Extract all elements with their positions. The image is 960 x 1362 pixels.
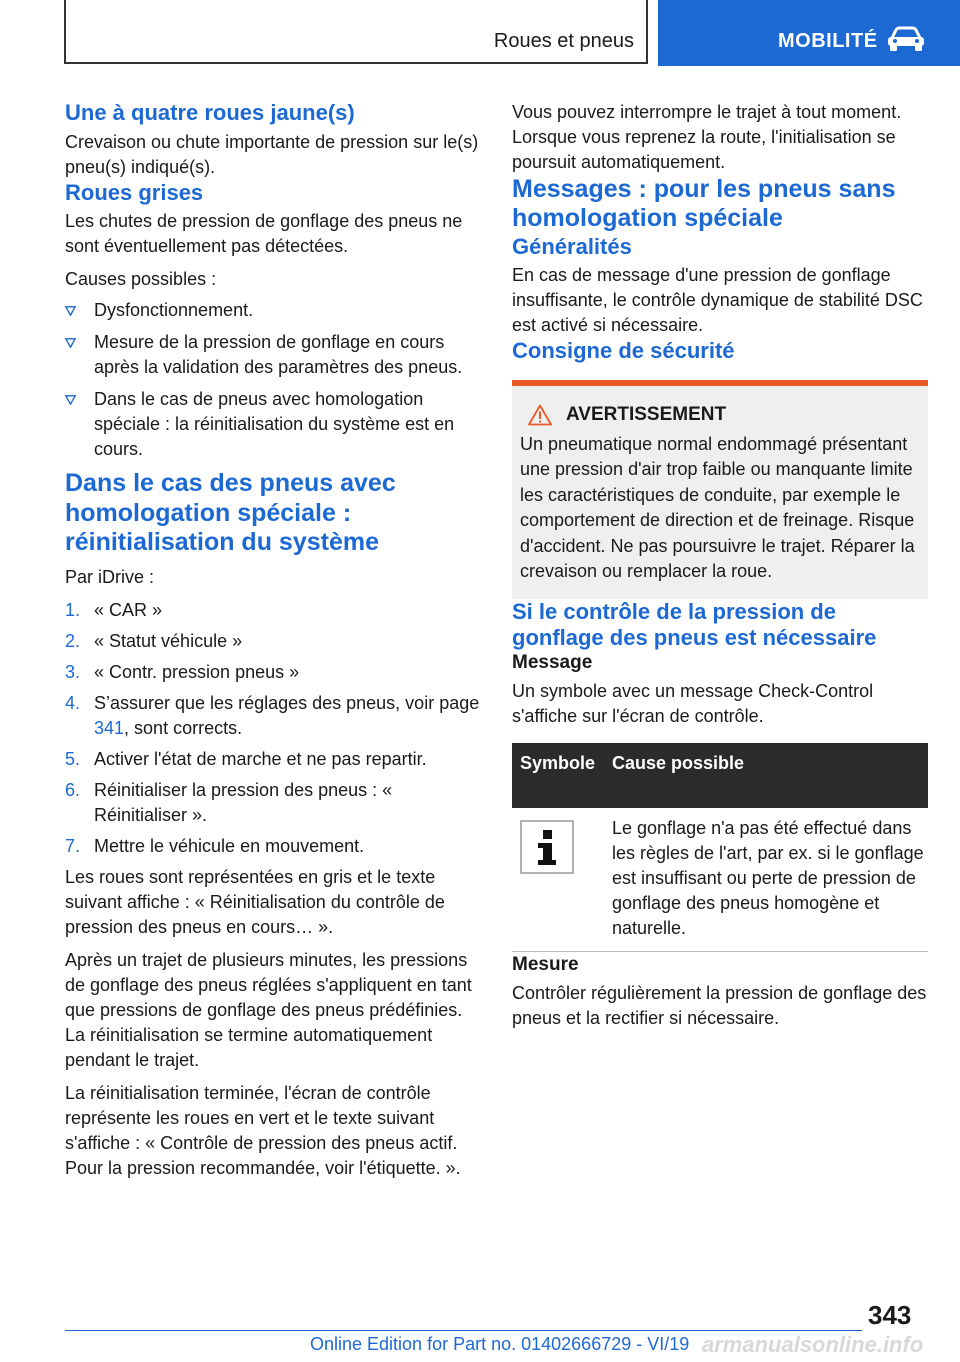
list-item: 5. Activer l'état de marche et ne pas repartir. (65, 749, 427, 770)
heading-grey-wheels: Roues grises (65, 179, 204, 205)
by-idrive-label: Par iDrive : (65, 567, 155, 588)
table-header (512, 743, 928, 808)
footer-divider (65, 1330, 862, 1331)
column-header-cause: Cause possible (612, 753, 745, 774)
cause-text: Dans le cas de pneus avec homologation spéciale : la réinitialisation du système est en cours. (94, 389, 455, 460)
heading-yellow-wheels: Une à quatre roues jaune(s) (65, 100, 355, 125)
text-grey-wheels: Les chutes de pression de gonflage des pneus ne sont éventuellement pas détectées. (65, 211, 463, 257)
causes-list (65, 298, 480, 462)
text-after-trip: Après un trajet de plusieurs minutes, les pressions de gonflage des pneus réglées s'appliquent en tant que pressions de gonflage des pneus prédéfinies. La réinitialisation se termine automatiquement pendant le trajet. (65, 950, 472, 1071)
symbol-table (512, 743, 928, 952)
cause-text: Mesure de la pression de gonflage en cours après la validation des paramètres des pneus. (94, 332, 463, 378)
text-interrupt: Vous pouvez interrompre le trajet à tout moment. Lorsque vous reprenez la route, l'initialisation se poursuit automatiquement. (512, 102, 902, 172)
column-header-symbol: Symbole (520, 753, 596, 774)
measure-label: Mesure (512, 954, 579, 976)
text-grey-display: Les roues sont représentées en gris et le texte suivant affiche : « Réinitialisation du contrôle de pression des pneus en cours… ». (65, 867, 445, 938)
heading-general: Généralités (512, 233, 632, 259)
list-item: 2. « Statut véhicule » (65, 631, 243, 652)
warning-triangle-icon (528, 404, 552, 426)
text-reset-done: La réinitialisation terminée, l'écran de contrôle représente les roues en vert et le texte suivant s'affiche : « Contrôle de pression des pneus actif. Pour la pression recommandée, voir l'étiquette. ». (65, 1083, 461, 1179)
triangle-bullet-icon (65, 395, 76, 405)
chapter-title: Roues et pneus (493, 30, 634, 52)
info-icon (520, 820, 574, 874)
heading-safety: Consigne de sécurité (512, 338, 735, 364)
reset-steps-list (65, 598, 480, 859)
page-link[interactable]: 341 (94, 718, 125, 739)
list-item: 6. Réinitialiser la pression des pneus : « Réinitialiser ». (65, 780, 393, 826)
right-column (512, 100, 928, 1031)
warning-title: AVERTISSEMENT (566, 403, 727, 425)
message-label: Message (512, 652, 593, 674)
left-column (65, 100, 480, 1181)
section-title: MOBILITÉ (778, 30, 878, 52)
list-item: 1. « CAR » (65, 600, 163, 621)
list-item (65, 298, 480, 323)
list-item: 7. Mettre le véhicule en mouvement. (65, 836, 365, 857)
triangle-bullet-icon (65, 306, 76, 316)
message-text: Un symbole avec un message Check-Control s'affiche sur l'écran de contrôle. (512, 681, 874, 727)
car-icon (886, 26, 926, 52)
list-item: 3. « Contr. pression pneus » (65, 662, 300, 683)
header-chapter-box (64, 0, 648, 64)
cause-cell: Le gonflage n'a pas été effectué dans les règles de l'art, par ex. si le gonflage est insuffisant ou perte de pression de gonflage des pneus homogène et naturelle. (612, 818, 924, 939)
list-item (65, 330, 480, 380)
causes-label: Causes possibles : (65, 269, 217, 290)
heading-check-needed: Si le contrôle de la pression de gonflage des pneus est nécessaire (512, 598, 877, 650)
warning-text: Un pneumatique normal endommagé présentant une pression d'air trop faible ou manquante limite les caractéristiques de conduite, par exemple le comportement de direction et de freinage. Risque d'accident. Ne pas poursuivre le trajet. Réparer la crevaison ou remplacer la roue. (520, 433, 915, 582)
measure-text: Contrôler régulièrement la pression de gonflage des pneus et la rectifier si nécessaire. (512, 983, 927, 1029)
list-item (65, 387, 480, 462)
page-number: 343 (868, 1300, 912, 1330)
header-section-box (658, 0, 960, 66)
warning-box (512, 380, 928, 599)
cause-text: Dysfonctionnement. (94, 300, 254, 321)
table-row (512, 808, 928, 952)
warning-header (528, 404, 920, 426)
edition-text: Online Edition for Part no. 01402666729 - VI/19 (310, 1334, 690, 1354)
heading-special-reset: Dans le cas des pneus avec homologation spéciale : réinitialisation du système (65, 469, 396, 556)
list-item: 4. S’assurer que les réglages des pneus, voir page 341, sont corrects. (65, 693, 480, 739)
triangle-bullet-icon (65, 338, 76, 348)
text-general: En cas de message d'une pression de gonflage insuffisante, le contrôle dynamique de stabilité DSC est activé si nécessaire. (512, 265, 923, 336)
text-yellow-wheels: Crevaison ou chute importante de pression sur le(s) pneu(s) indiqué(s). (65, 131, 479, 177)
heading-messages: Messages : pour les pneus sans homologation spéciale (512, 175, 896, 233)
watermark: armanualsonline.info (702, 1332, 924, 1357)
